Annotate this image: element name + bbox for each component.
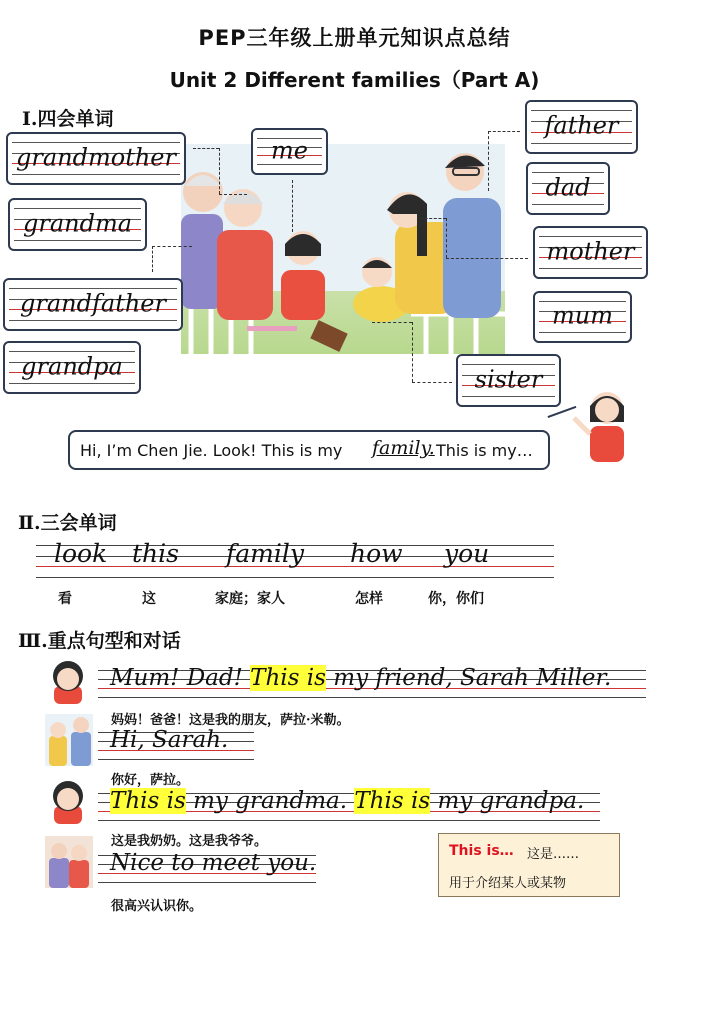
sentence-line-2	[98, 727, 254, 760]
page-title: PEP三年级上册单元知识点总结	[198, 26, 511, 50]
avatar-parents	[45, 714, 93, 766]
gloss-look: 看	[58, 591, 72, 607]
note-usage: 用于介绍某人或某物	[449, 876, 567, 891]
sentence-3-text: This is my grandma. This is my grandpa.	[110, 788, 585, 814]
highlight-this-is-2: This is	[354, 788, 431, 814]
avatar-girl-1	[46, 656, 90, 704]
sentence-4-translation: 很高兴认识你。	[111, 899, 203, 914]
chen-jie-figure	[572, 382, 642, 464]
speech-bubble	[68, 430, 550, 470]
sentence-1-text: Mum! Dad! This is my friend, Sarah Miller.	[110, 665, 612, 691]
section1-heading: Ⅰ.四会单词	[22, 108, 114, 130]
section3-heading: Ⅲ.重点句型和对话	[18, 630, 181, 652]
family-scene-image	[181, 144, 505, 354]
note-keyword: This is…	[449, 843, 514, 859]
avatar-grandparents	[45, 836, 93, 888]
connector-sister-a	[372, 322, 412, 324]
speech-text-1: Hi, I’m Chen Jie. Look! This is my	[80, 441, 343, 460]
gloss-this: 这	[142, 591, 156, 607]
sentence-2-translation: 你好，萨拉。	[111, 773, 190, 788]
word-you: you	[444, 539, 490, 568]
sentence-4-text: Nice to meet you.	[110, 850, 317, 876]
word-card-mum: mum	[533, 291, 632, 343]
sentence-1-translation: 妈妈！爸爸！这是我的朋友，萨拉·米勒。	[111, 713, 350, 728]
word-card-grandma: grandma	[8, 198, 147, 251]
section2-heading: Ⅱ.三会单词	[18, 512, 117, 534]
connector-father-v	[488, 131, 490, 191]
word-card-grandmother: grandmother	[6, 132, 186, 185]
connector-mother-b	[446, 218, 448, 258]
connector-mother-c	[446, 258, 528, 260]
connector-father	[488, 131, 520, 133]
speech-handwritten-family: family.	[372, 437, 435, 459]
sentence-3-translation: 这是我奶奶。这是我爷爷。	[111, 834, 268, 849]
gloss-you: 你，你们	[428, 591, 484, 607]
connector-mother-a	[420, 218, 446, 220]
word-card-mother: mother	[533, 226, 648, 279]
connector-grandmother	[193, 148, 219, 150]
word-card-dad: dad	[526, 162, 610, 215]
highlight-this-is: This is	[250, 665, 326, 691]
sentence-line-1	[98, 665, 646, 698]
word-how: how	[350, 539, 403, 568]
grammar-note-box	[438, 833, 620, 897]
connector-grandma	[152, 246, 154, 272]
family-illustration	[181, 144, 505, 354]
gloss-how: 怎样	[355, 591, 383, 607]
connector-grandma-h	[152, 246, 192, 248]
gloss-family: 家庭；家人	[215, 591, 285, 607]
word-card-sister: sister	[456, 354, 561, 407]
word-card-grandpa: grandpa	[3, 341, 141, 394]
word-family: family	[226, 539, 304, 568]
sentence-line-4	[98, 850, 317, 883]
connector-me	[292, 180, 294, 232]
sentence-line-3	[98, 788, 600, 821]
word-this: this	[132, 539, 179, 568]
connector-sister-b	[412, 322, 414, 382]
speech-text-2: This is my…	[436, 441, 533, 460]
word-card-father: father	[525, 100, 638, 154]
connector-grandmother-v	[219, 148, 221, 194]
word-card-me: me	[251, 128, 328, 175]
connector-sister-c	[412, 382, 452, 384]
highlight-this-is-1: This is	[110, 788, 186, 814]
avatar-girl-2	[46, 776, 90, 824]
sentence-2-text: Hi, Sarah.	[110, 727, 229, 753]
note-meaning: 这是……	[527, 847, 580, 862]
word-look: look	[54, 539, 108, 568]
section2-writing-lines	[36, 539, 554, 578]
page-subtitle: Unit 2 Different families（Part A)	[169, 68, 540, 92]
connector-grandmother-h	[219, 194, 247, 196]
word-card-grandfather: grandfather	[3, 278, 183, 331]
